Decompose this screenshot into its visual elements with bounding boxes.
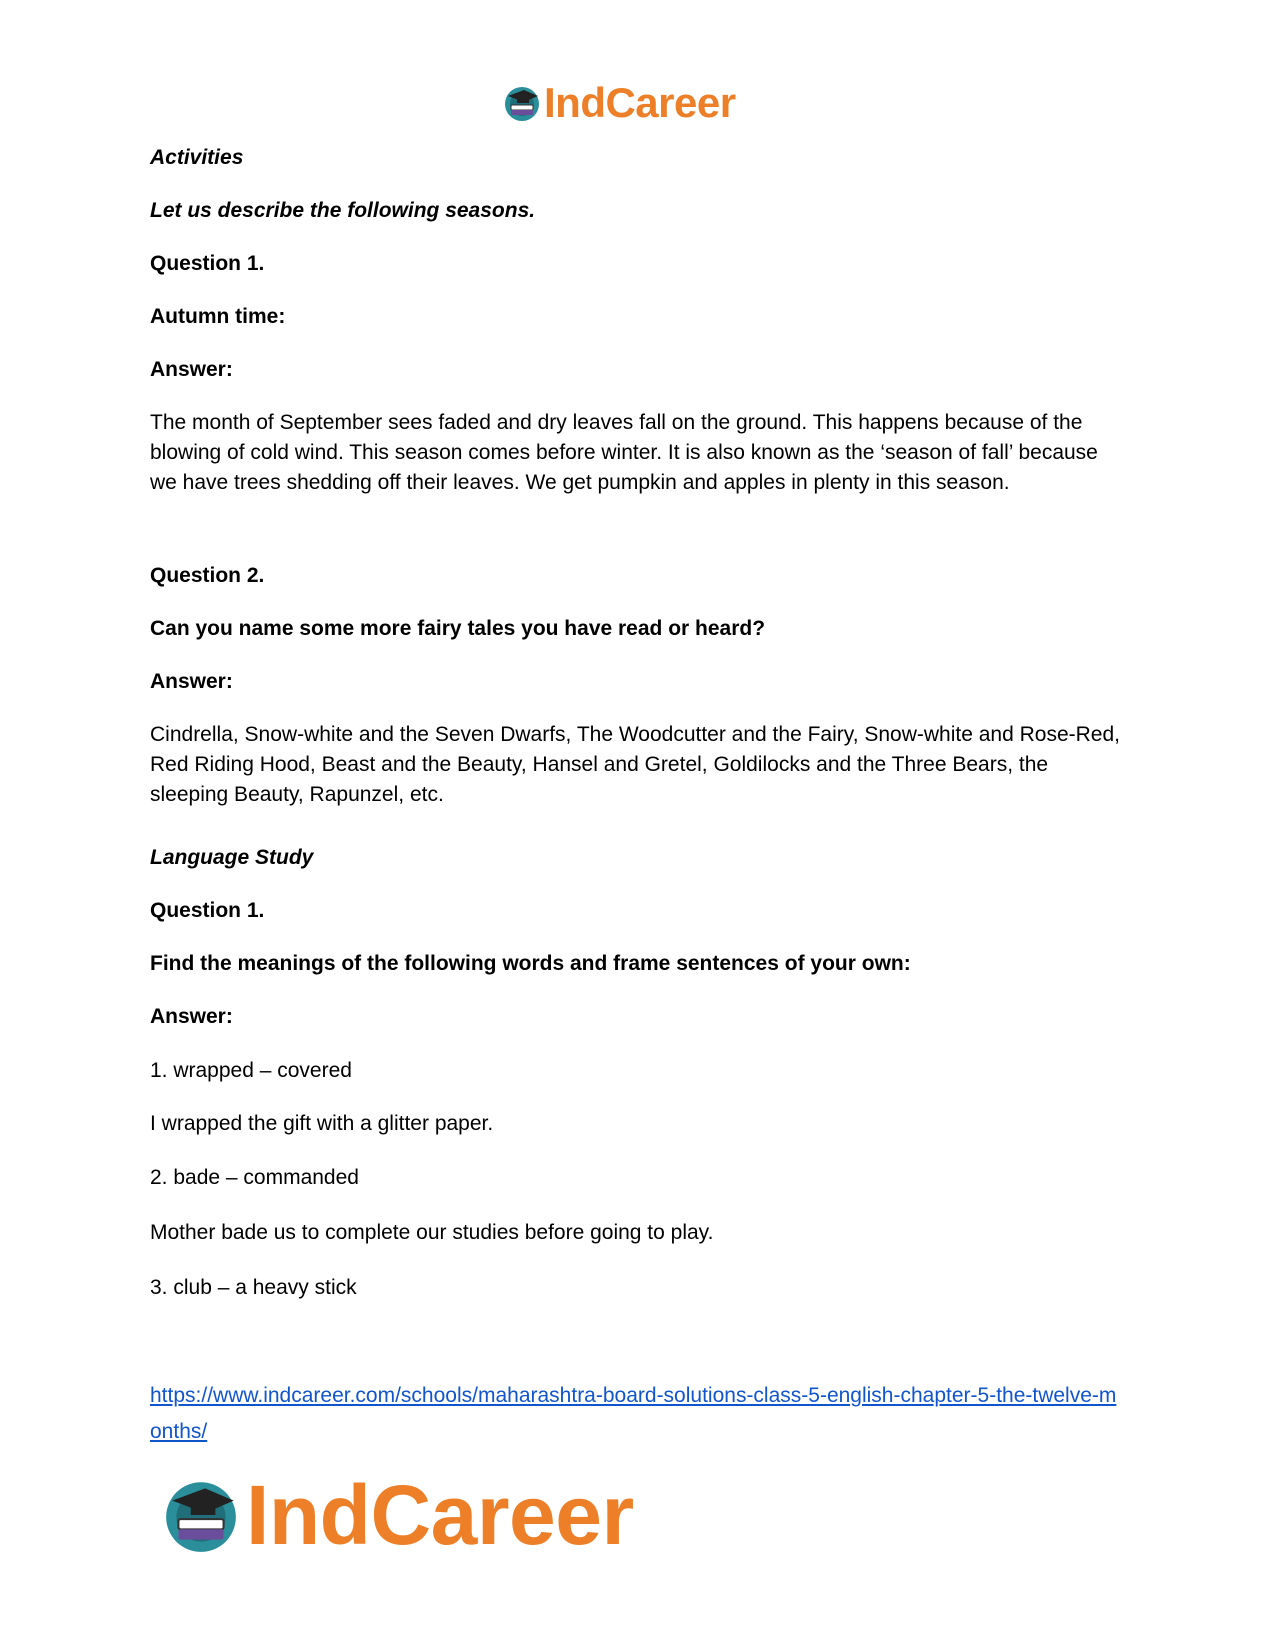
list-item: 3. club – a heavy stick [150,1276,357,1299]
answer-1-text: The month of September sees faded and dry leaves fall on the ground. This happens because of the blowing of cold wind. This season comes before winter. It is also known as the ‘season of fall’ because we have trees shedding off their leaves. We get pumpkin and apples in plenty in this season. [150,411,1098,494]
logo-text: IndCareer [544,79,736,126]
question-2-label: Question 2. [150,564,265,587]
list-item: I wrapped the gift with a glitter paper. [150,1112,494,1135]
list-item: 1. wrapped – covered [150,1059,352,1082]
list-item: 2. bade – commanded [150,1166,359,1189]
list-item: Mother bade us to complete our studies before going to play. [150,1221,714,1244]
answer-2-text: Cindrella, Snow-white and the Seven Dwarfs, The Woodcutter and the Fairy, Snow-white and Rose-Red, Red Riding Hood, Beast and the Beauty, Hansel and Gretel, Goldilocks and the Three Bears, the sleeping Beauty, Rapunzel, etc. [150,723,1120,806]
language-answer-label: Answer: [150,1005,233,1028]
source-link[interactable]: https://www.indcareer.com/schools/maharashtra-board-solutions-class-5-english-chapter-5-the-twelve-months/ [150,1384,1117,1443]
question-1-label: Question 1. [150,252,265,275]
language-question-1-text: Find the meanings of the following words and frame sentences of your own: [150,952,911,975]
question-2-text: Can you name some more fairy tales you have read or heard? [150,617,766,640]
language-question-1-label: Question 1. [150,899,265,922]
graduation-book-icon [502,83,542,123]
activities-heading: Activities [150,146,244,169]
answer-2-label: Answer: [150,670,233,693]
graduation-book-icon [160,1474,242,1556]
question-1-text: Autumn time: [150,305,286,328]
indcareer-logo-bottom [160,1470,634,1560]
language-study-heading: Language Study [150,846,314,869]
activities-intro: Let us describe the following seasons. [150,199,536,222]
answer-1-label: Answer: [150,358,233,381]
indcareer-logo-top [502,80,736,126]
logo-text: IndCareer [246,1468,634,1562]
